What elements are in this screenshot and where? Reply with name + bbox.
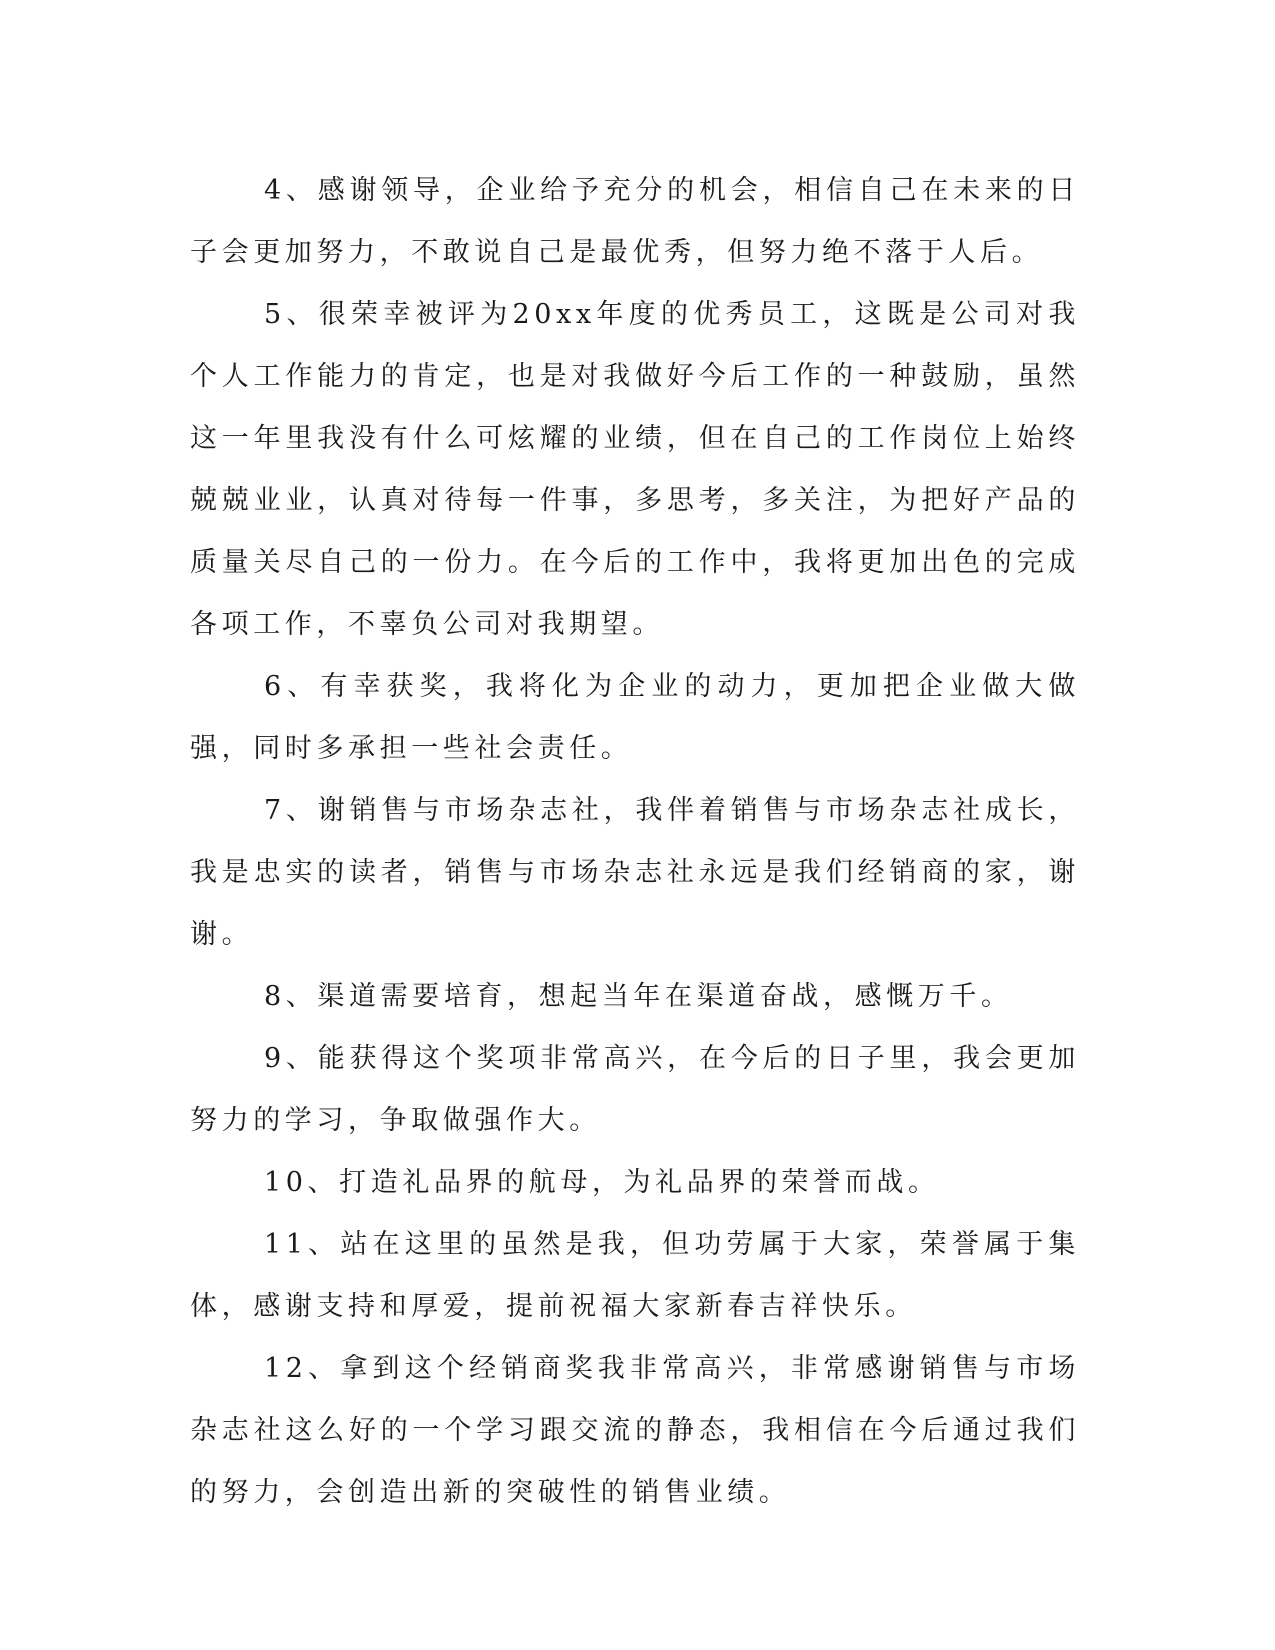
- paragraph-11: 11、站在这里的虽然是我，但功劳属于大家，荣誉属于集体，感谢支持和厚爱，提前祝福大家新春吉祥快乐。: [190, 1229, 1080, 1322]
- paragraph-5: 5、很荣幸被评为20xx年度的优秀员工，这既是公司对我个人工作能力的肯定，也是对我做好今后工作的一种鼓励，虽然这一年里我没有什么可炫耀的业绩，但在自己的工作岗位上始终兢兢业业，认真对待每一件事，多思考，多关注，为把好产品的质量关尽自己的一份力。在今后的工作中，我将更加出色的完成各项工作，不辜负公司对我期望。: [190, 299, 1080, 640]
- paragraph-7: 7、谢销售与市场杂志社，我伴着销售与市场杂志社成长，我是忠实的读者，销售与市场杂志社永远是我们经销商的家，谢谢。: [190, 795, 1080, 950]
- paragraph-8: 8、渠道需要培育，想起当年在渠道奋战，感慨万千。: [264, 981, 1013, 1012]
- document-body: [190, 160, 1080, 1524]
- paragraph-10: 10、打造礼品界的航母，为礼品界的荣誉而战。: [264, 1167, 940, 1198]
- paragraph-4: 4、感谢领导，企业给予充分的机会，相信自己在未来的日子会更加努力，不敢说自己是最优秀，但努力绝不落于人后。: [190, 175, 1080, 268]
- paragraph-6: 6、有幸获奖，我将化为企业的动力，更加把企业做大做强，同时多承担一些社会责任。: [190, 671, 1080, 764]
- paragraph-9: 9、能获得这个奖项非常高兴，在今后的日子里，我会更加努力的学习，争取做强作大。: [190, 1043, 1080, 1136]
- paragraph-12: 12、拿到这个经销商奖我非常高兴，非常感谢销售与市场杂志社这么好的一个学习跟交流的静态，我相信在今后通过我们的努力，会创造出新的突破性的销售业绩。: [190, 1353, 1080, 1508]
